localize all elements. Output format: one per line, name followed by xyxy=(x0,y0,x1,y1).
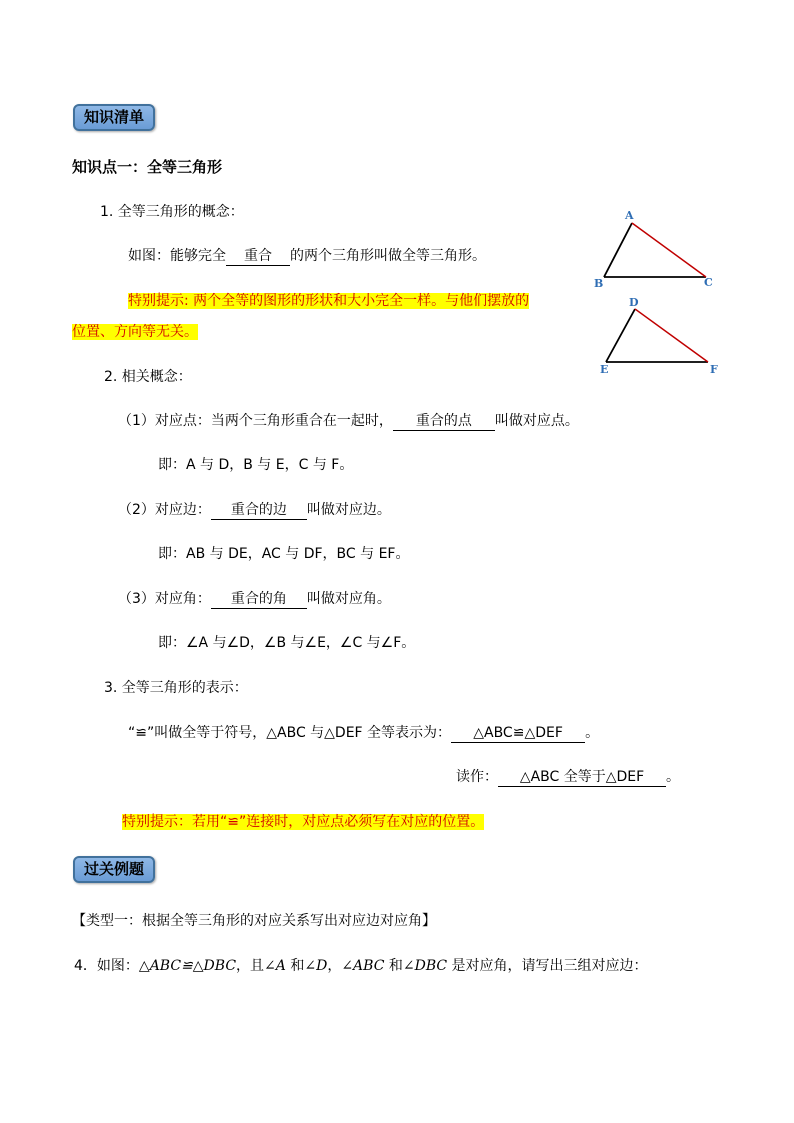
triangle-figure xyxy=(585,200,735,385)
item2-p2-example: 即：AB 与 DE，AC 与 DF，BC 与 EF。 xyxy=(158,546,410,562)
vertex-label-d: D xyxy=(629,296,639,309)
vertex-label-e: E xyxy=(600,363,609,376)
p3-blank: 重合的角 xyxy=(211,590,307,609)
p2-blank: 重合的边 xyxy=(211,501,307,520)
question-4 xyxy=(74,956,648,976)
q4-angle-dbc: ∠DBC xyxy=(402,958,448,974)
triangle-abc xyxy=(594,209,713,290)
item2-p1 xyxy=(118,411,579,431)
p3-pre: （3）对应角： xyxy=(118,591,211,607)
q4-text-1: ，且 xyxy=(236,958,265,974)
q4-angle-d: ∠D xyxy=(304,958,328,974)
tip-highlight-3: 特别提示：若用“≌”连接时，对应点必须写在对应的位置。 xyxy=(122,814,485,830)
item1-text-pre: 如图：能够完全 xyxy=(128,248,226,264)
p1-post: 叫做对应点。 xyxy=(494,413,579,429)
section-button-knowledge-list: 知识清单 xyxy=(73,104,155,131)
reading-blank: △ABC 全等于△DEF xyxy=(498,768,666,787)
vertex-label-b: B xyxy=(594,277,604,290)
tip-highlight-2: 位置、方向等无关。 xyxy=(72,324,198,340)
item3-tip xyxy=(122,812,484,832)
tip-highlight-1: 特别提示: 两个全等的图形的形状和大小完全一样。与他们摆放的 xyxy=(128,293,530,309)
vertex-label-a: A xyxy=(625,209,634,222)
item3-title: 3. 全等三角形的表示： xyxy=(104,680,248,696)
reading-post: 。 xyxy=(666,769,680,785)
item3-notation-line xyxy=(128,723,599,743)
q4-angle-abc: ∠ABC xyxy=(341,958,385,974)
item1-blank: 重合 xyxy=(226,247,290,266)
item1-tip-line1 xyxy=(128,291,529,311)
q4-text-5: 是对应角，请写出三组对应边： xyxy=(447,958,648,974)
q4-congruence: △ABC≌△DBC xyxy=(138,958,237,974)
notation-post: 。 xyxy=(585,725,600,741)
vertex-label-c: C xyxy=(704,276,713,289)
q4-text-3: ， xyxy=(327,958,342,974)
p2-pre: （2）对应边： xyxy=(118,502,211,518)
item2-title: 2. 相关概念： xyxy=(104,369,192,385)
q4-number: 4．如图： xyxy=(74,958,139,974)
q4-text-4: 和 xyxy=(384,958,403,974)
item2-p3 xyxy=(118,589,391,609)
item1-text-post: 的两个三角形叫做全等三角形。 xyxy=(290,248,486,264)
item2-p1-example: 即：A 与 D，B 与 E，C 与 F。 xyxy=(158,457,354,473)
knowledge-point-heading: 知识点一：全等三角形 xyxy=(72,158,223,176)
item1-title: 1. 全等三角形的概念： xyxy=(100,204,244,220)
notation-blank: △ABC≌△DEF xyxy=(451,724,585,743)
q4-angle-a: ∠A xyxy=(264,958,286,974)
p1-blank: 重合的点 xyxy=(393,412,495,431)
p1-pre: （1）对应点：当两个三角形重合在一起时， xyxy=(118,413,393,429)
notation-pre: “≌”叫做全等于符号，△ABC 与△DEF 全等表示为： xyxy=(128,725,452,741)
q4-text-2: 和 xyxy=(285,958,305,974)
item3-reading-line xyxy=(456,767,680,787)
p3-post: 叫做对应角。 xyxy=(306,591,391,607)
item2-p2 xyxy=(118,500,391,520)
item2-p3-example: 即：∠A 与∠D，∠B 与∠E，∠C 与∠F。 xyxy=(158,635,416,651)
vertex-label-f: F xyxy=(710,363,718,376)
item1-tip-line2 xyxy=(72,322,198,342)
section-button-examples: 过关例题 xyxy=(73,856,155,883)
item1-definition-line xyxy=(128,246,486,266)
example-type-heading: 【类型一：根据全等三角形的对应关系写出对应边对应角】 xyxy=(72,913,436,929)
triangle-def xyxy=(600,296,718,376)
p2-post: 叫做对应边。 xyxy=(306,502,391,518)
reading-pre: 读作： xyxy=(456,769,498,785)
